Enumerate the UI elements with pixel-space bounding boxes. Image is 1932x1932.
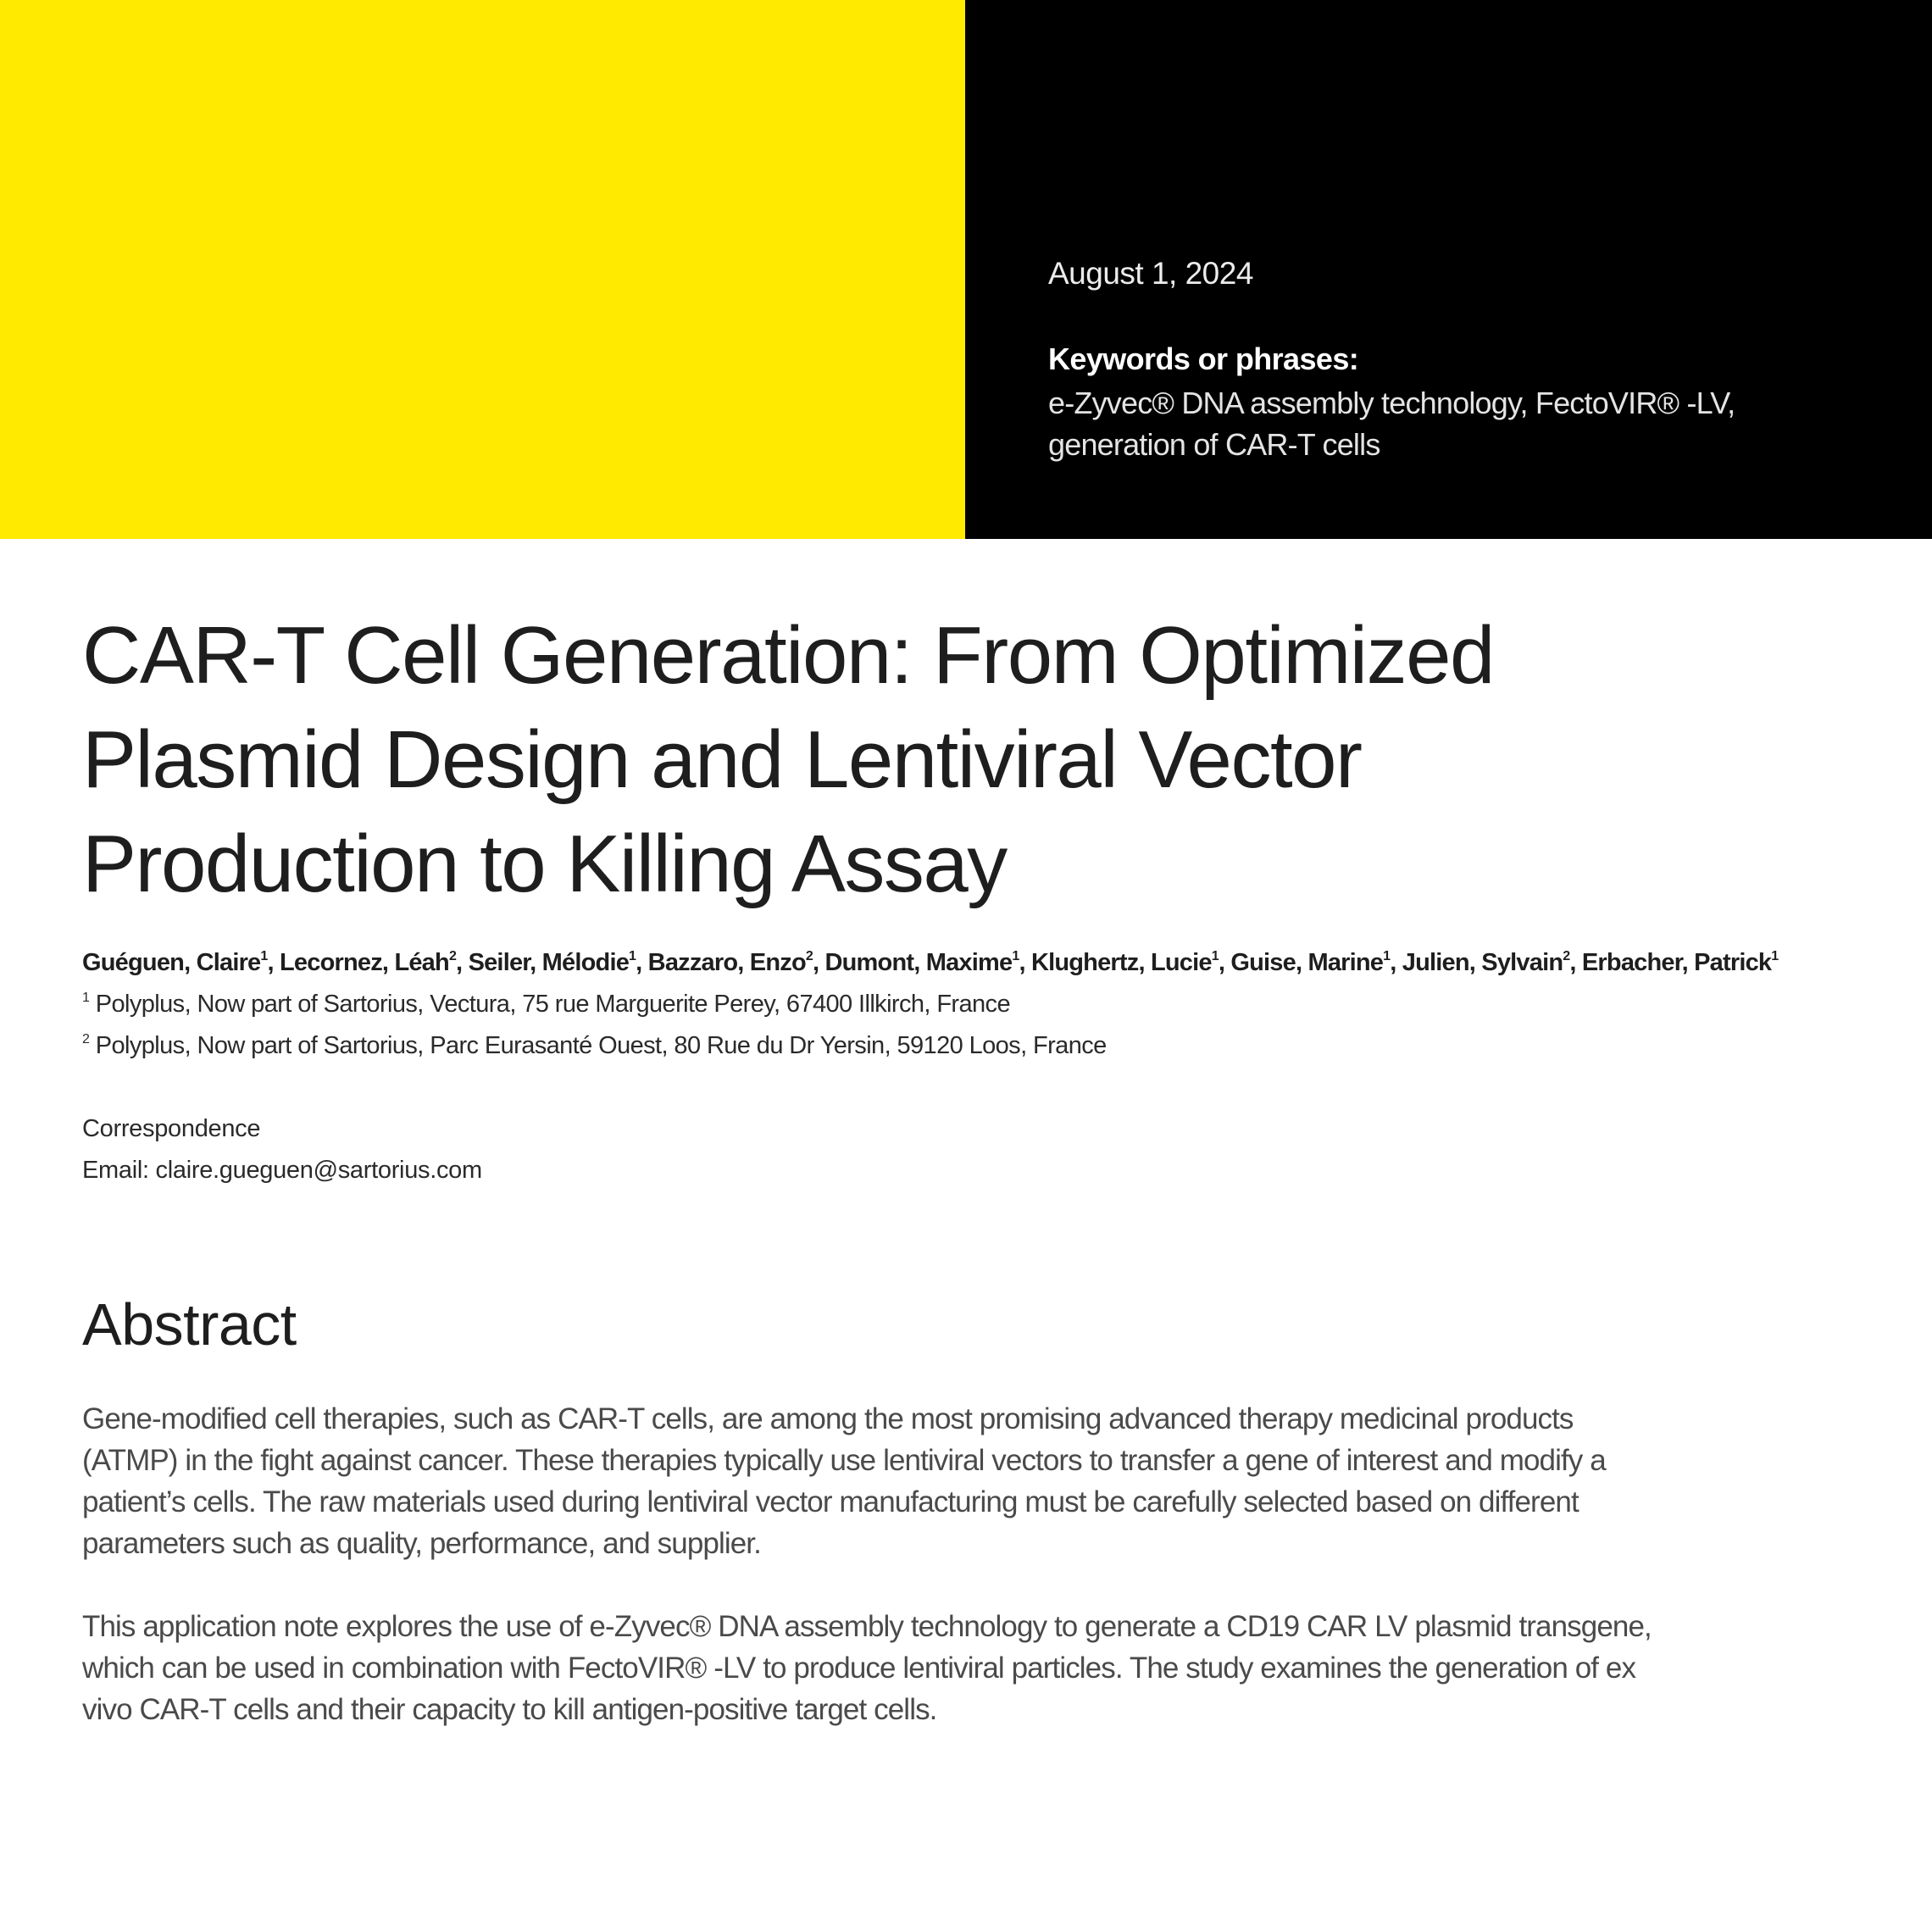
author-name: Lecornez, Léah xyxy=(280,949,449,976)
author-affil-mark: 2 xyxy=(448,949,457,963)
page-title xyxy=(82,603,1777,916)
keywords-text xyxy=(1048,382,1811,465)
keywords-line: e-Zyvec® DNA assembly technology, FectoVIR® -LV, xyxy=(1048,386,1735,420)
author-name: Guéguen, Claire xyxy=(82,949,261,976)
affiliation-2 xyxy=(82,1032,1107,1060)
author-affil-mark: 1 xyxy=(260,949,268,963)
abstract-line: Gene-modified cell therapies, such as CAR-T cells, are among the most promising advanced therapy medicinal products xyxy=(82,1402,1574,1435)
keywords-label: Keywords or phrases: xyxy=(1048,341,1359,376)
author-affil-mark: 2 xyxy=(1563,949,1570,963)
abstract-heading: Abstract xyxy=(82,1291,297,1357)
yellow-accent-block xyxy=(0,0,965,539)
title-line: Plasmid Design and Lentiviral Vector xyxy=(82,714,1362,805)
abstract-line: vivo CAR-T cells and their capacity to kill antigen-positive target cells. xyxy=(82,1693,937,1726)
header-info-panel xyxy=(965,0,1932,539)
author-name: Seiler, Mélodie xyxy=(468,949,630,976)
abstract-line: parameters such as quality, performance, and supplier. xyxy=(82,1527,761,1560)
author-affil-mark: 1 xyxy=(1383,949,1391,963)
publication-date: August 1, 2024 xyxy=(1048,256,1253,291)
abstract-line: This application note explores the use of e-Zyvec® DNA assembly technology to generate a CD19 CAR LV plasmid transgene, xyxy=(82,1610,1652,1643)
abstract-line: patient’s cells. The raw materials used during lentiviral vector manufacturing must be carefully selected based on different xyxy=(82,1485,1579,1518)
author-affil-mark: 1 xyxy=(1771,949,1779,963)
author-name: Julien, Sylvain xyxy=(1402,949,1563,976)
abstract-line: which can be used in combination with FectoVIR® -LV to produce lentiviral particles. The study examines the generation of ex xyxy=(82,1652,1636,1685)
abstract-line: (ATMP) in the fight against cancer. These therapies typically use lentiviral vectors to transfer a gene of interest and modify a xyxy=(82,1444,1606,1477)
keywords-line: generation of CAR-T cells xyxy=(1048,427,1380,462)
author-affil-mark: 2 xyxy=(805,949,813,963)
abstract-paragraph-2 xyxy=(82,1606,1862,1730)
author-name: Dumont, Maxime xyxy=(824,949,1013,976)
author-list: Guéguen, Claire$^1$, Lecornez, Léah$^2$, Seiler, Mélodie$^1$, Bazzaro, Enzo$^2$, Dumont, Maxime$^1$, Klughertz, Lucie$^1$, Guise, Marine$^1$, Julien, Sylvain$^2$, Erbacher, Patrick$^1$ xyxy=(82,949,1779,976)
affiliation-text: Polyplus, Now part of Sartorius, Vectura, 75 rue Marguerite Perey, 67400 Illkirch, France xyxy=(89,991,1010,1018)
author-affil-mark: 1 xyxy=(1012,949,1019,963)
author-name: Bazzaro, Enzo xyxy=(647,949,806,976)
author-affil-mark: 1 xyxy=(1211,949,1219,963)
affiliation-text: Polyplus, Now part of Sartorius, Parc Eurasanté Ouest, 80 Rue du Dr Yersin, 59120 Loos, France xyxy=(89,1032,1107,1059)
author-name: Klughertz, Lucie xyxy=(1030,949,1212,976)
title-line: CAR-T Cell Generation: From Optimized xyxy=(82,610,1494,701)
header-band xyxy=(0,0,1932,539)
author-name: Erbacher, Patrick xyxy=(1581,949,1772,976)
abstract-paragraph-1 xyxy=(82,1398,1862,1564)
author-affil-mark: 1 xyxy=(629,949,636,963)
correspondence-label: Correspondence xyxy=(82,1115,261,1142)
correspondence-email[interactable]: Email: claire.gueguen@sartorius.com xyxy=(82,1157,482,1184)
title-line: Production to Killing Assay xyxy=(82,819,1007,909)
affiliation-number: 2 xyxy=(82,1032,90,1046)
affiliation-1 xyxy=(82,991,1010,1019)
author-name: Guise, Marine xyxy=(1230,949,1384,976)
affiliation-number: 1 xyxy=(82,991,90,1005)
